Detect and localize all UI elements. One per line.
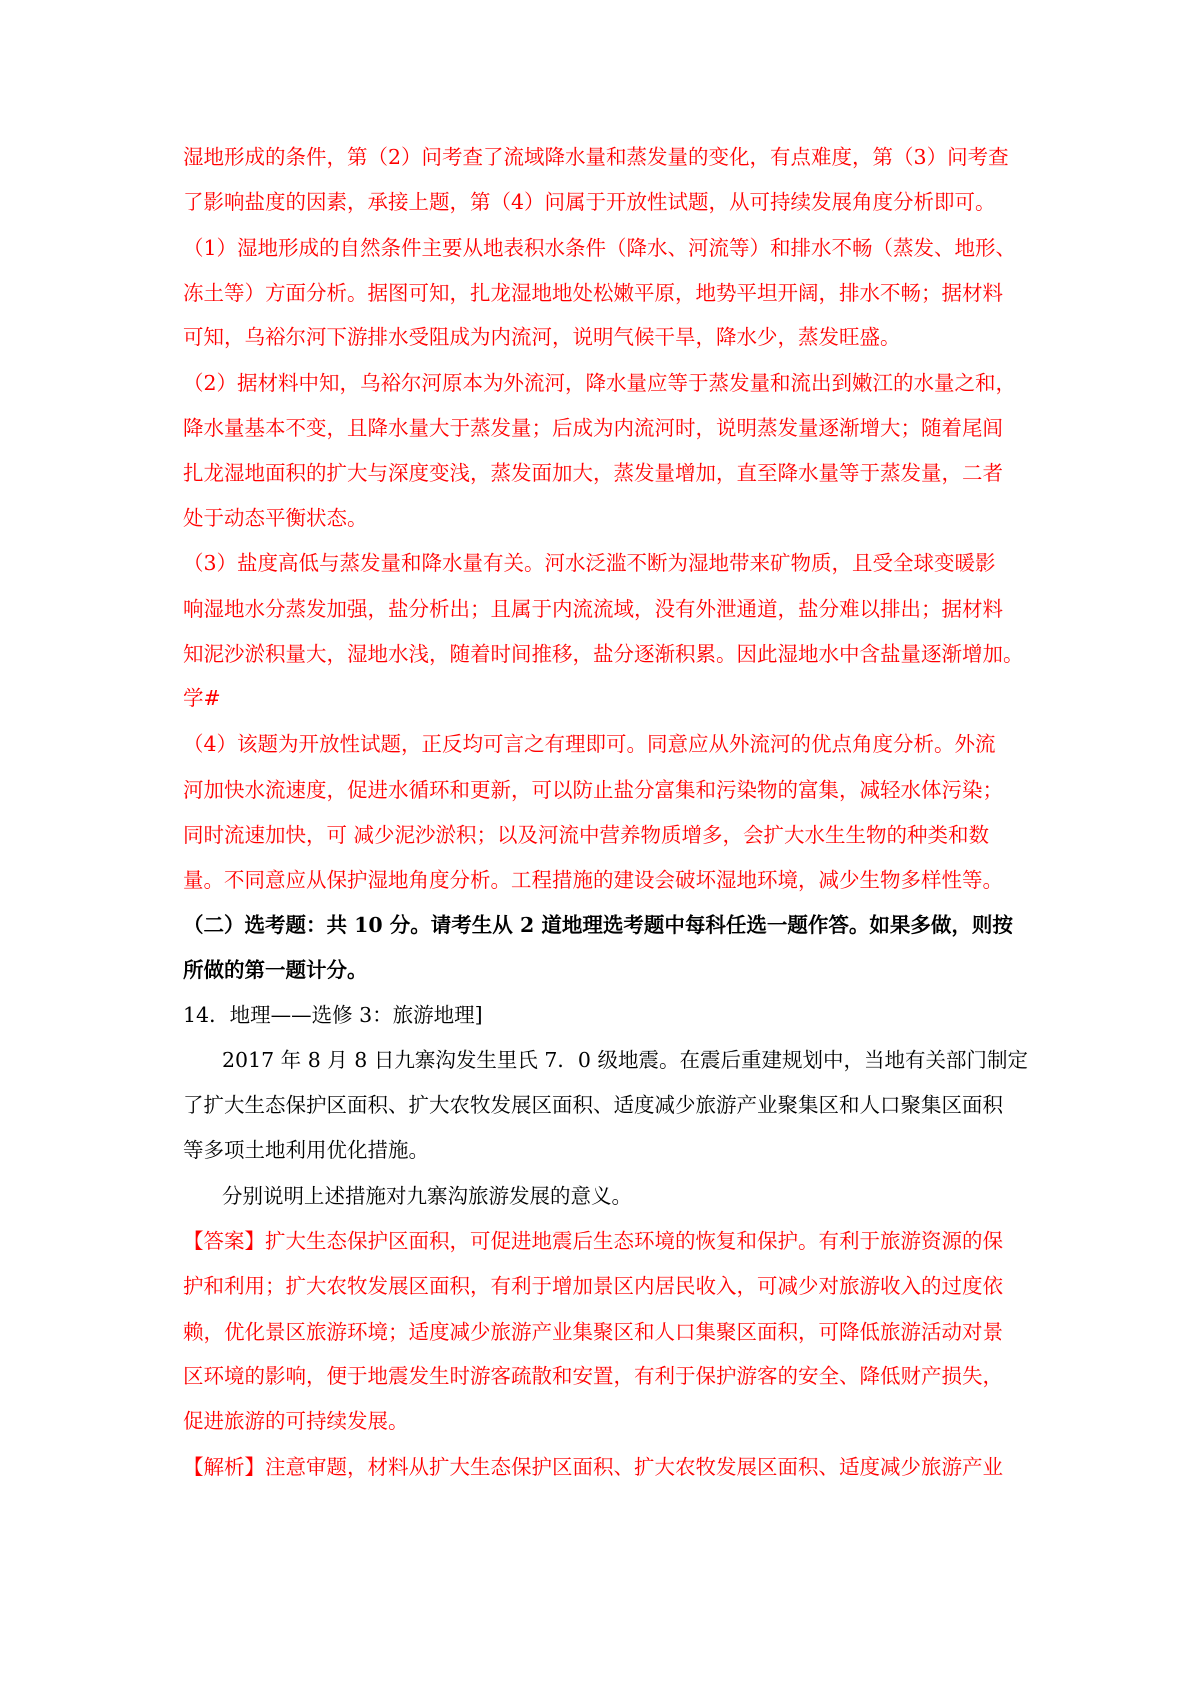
- answer-line: 促进旅游的可持续发展。: [183, 1409, 409, 1433]
- part2-line: 降水量基本不变，且降水量大于蒸发量；后成为内流河时，说明蒸发量逐渐增大；随着尾闾: [183, 416, 1003, 440]
- answer-line: 【答案】扩大生态保护区面积，可促进地震后生态环境的恢复和保护。有利于旅游资源的保: [183, 1229, 1003, 1253]
- section2-heading-line: 所做的第一题计分。: [183, 958, 368, 982]
- question-14-material-line: 2017 年 8 月 8 日九寨沟发生里氏 7．0 级地震。在震后重建规划中，当地有关部门制定: [222, 1048, 1028, 1072]
- answer-line: 护和利用；扩大农牧发展区面积，有利于增加景区内居民收入，可减少对旅游收入的过度依: [183, 1274, 1003, 1298]
- part2-line: 扎龙湿地面积的扩大与深度变浅，蒸发面加大，蒸发量增加，直至降水量等于蒸发量，二者: [183, 461, 1003, 485]
- question-14-prompt: 分别说明上述措施对九寨沟旅游发展的意义。: [222, 1184, 632, 1208]
- analysis-line: 【解析】注意审题，材料从扩大生态保护区面积、扩大农牧发展区面积、适度减少旅游产业: [183, 1455, 1003, 1479]
- part4-line: 同时流速加快，可 减少泥沙淤积；以及河流中营养物质增多，会扩大水生生物的种类和数: [183, 823, 990, 847]
- part1-line: 冻土等）方面分析。据图可知，扎龙湿地地处松嫩平原，地势平坦开阔，排水不畅；据材料: [183, 281, 1003, 305]
- part3-line: 知泥沙淤积量大，湿地水浅，随着时间推移，盐分逐渐积累。因此湿地水中含盐量逐渐增加。: [183, 642, 1024, 666]
- answer-line: 赖，优化景区旅游环境；适度减少旅游产业集聚区和人口集聚区面积，可降低旅游活动对景: [183, 1320, 1003, 1344]
- analysis-cont-line: 湿地形成的条件，第（2）问考查了流域降水量和蒸发量的变化，有点难度，第（3）问考查: [183, 145, 1009, 169]
- part4-line: （4）该题为开放性试题，正反均可言之有理即可。同意应从外流河的优点角度分析。外流: [183, 732, 996, 756]
- question-14-material-line: 了扩大生态保护区面积、扩大农牧发展区面积、适度减少旅游产业聚集区和人口聚集区面积: [183, 1093, 1003, 1117]
- part2-line: （2）据材料中知，乌裕尔河原本为外流河，降水量应等于蒸发量和流出到嫩江的水量之和，: [183, 371, 1017, 395]
- part1-line: （1）湿地形成的自然条件主要从地表积水条件（降水、河流等）和排水不畅（蒸发、地形、: [183, 236, 1017, 260]
- question-14-material-line: 等多项土地利用优化措施。: [183, 1138, 429, 1162]
- part2-line: 处于动态平衡状态。: [183, 506, 368, 530]
- answer-line: 区环境的影响，便于地震发生时游客疏散和安置，有利于保护游客的安全、降低财产损失，: [183, 1364, 1003, 1388]
- analysis-cont-line: 了影响盐度的因素，承接上题，第（4）问属于开放性试题，从可持续发展角度分析即可。: [183, 190, 996, 214]
- part4-line: 河加快水流速度，促进水循环和更新，可以防止盐分富集和污染物的富集，减轻水体污染；: [183, 778, 1003, 802]
- part3-line: 学#: [183, 686, 221, 710]
- section2-heading-line: （二）选考题：共 10 分。请考生从 2 道地理选考题中每科任选一题作答。如果多做，则按: [183, 913, 1013, 937]
- part3-line: 响湿地水分蒸发加强，盐分析出；且属于内流流域，没有外泄通道，盐分难以排出；据材料: [183, 597, 1003, 621]
- part1-line: 可知，乌裕尔河下游排水受阻成为内流河，说明气候干旱，降水少，蒸发旺盛。: [183, 325, 901, 349]
- part4-line: 量。不同意应从保护湿地角度分析。工程措施的建设会破坏湿地环境，减少生物多样性等。: [183, 868, 1003, 892]
- part3-line: （3）盐度高低与蒸发量和降水量有关。河水泛滥不断为湿地带来矿物质，且受全球变暖影: [183, 551, 996, 575]
- question-14-title: 14．地理——选修 3：旅游地理]: [183, 1003, 483, 1027]
